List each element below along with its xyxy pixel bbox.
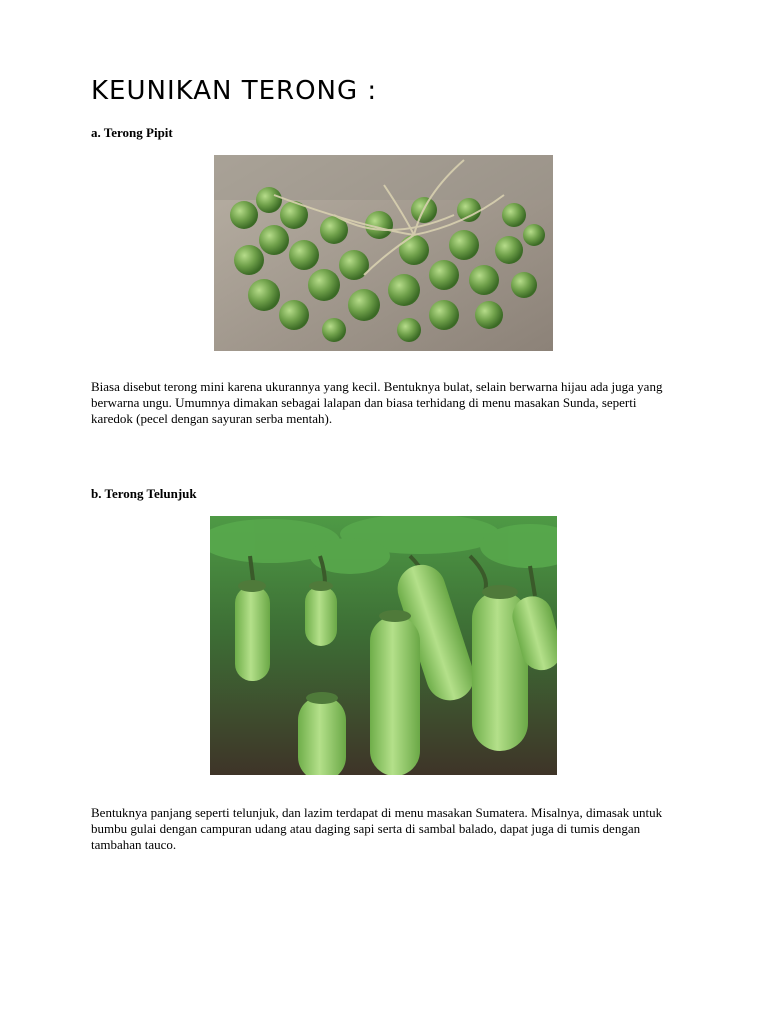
section-heading-terong-telunjuk: b. Terong Telunjuk xyxy=(91,486,197,501)
section-body-terong-telunjuk: Bentuknya panjang seperti telunjuk, dan lazim terdapat di menu masakan Sumatera. Misalnya, dimasak untuk bumbu gulai dengan campuran udang atau daging sapi serta di sambal balado, dapat juga di tumis dengan tambahan tauco. xyxy=(91,805,663,852)
pea-eggplant-photo xyxy=(214,155,553,351)
long-green-eggplant-photo xyxy=(210,516,557,775)
document-title: KEUNIKAN TERONG : xyxy=(91,76,378,106)
section-heading-terong-pipit: a. Terong Pipit xyxy=(91,125,173,140)
section-body-terong-pipit: Biasa disebut terong mini karena ukurannya yang kecil. Bentuknya bulat, selain berwarna hijau ada juga yang berwarna ungu. Umumnya dimakan sebagai lalapan dan biasa terhidang di menu masakan Sunda, seperti karedok (pecel dengan sayuran serba mentah). xyxy=(91,379,663,426)
pea-eggplant-illustration xyxy=(214,155,553,351)
long-eggplant-illustration xyxy=(210,516,557,775)
